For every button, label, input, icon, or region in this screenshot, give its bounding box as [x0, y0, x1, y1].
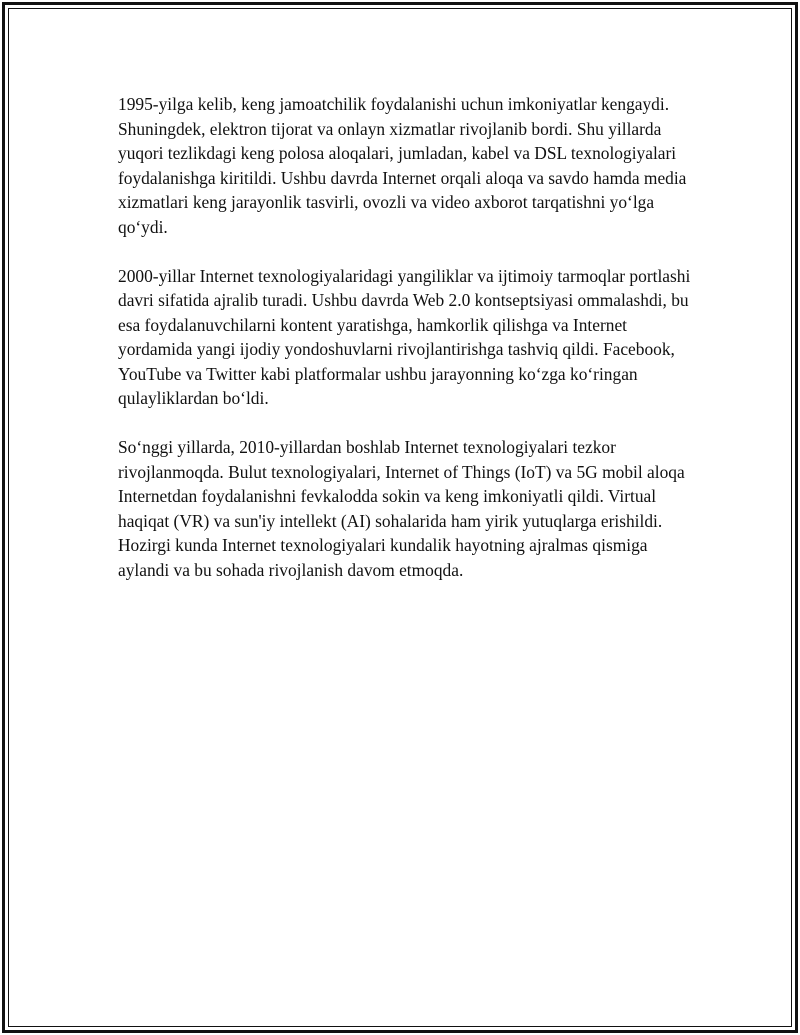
- document-body: [118, 92, 698, 582]
- paragraph-2000s: 2000-yillar Internet texnologiyalaridagi yangiliklar va ijtimoiy tarmoqlar portlashi davri sifatida ajralib turadi. Ushbu davrda Web 2.0 kontseptsiyasi ommalashdi, bu esa foydalanuvchilarni kontent yaratishga, hamkorlik qilishga va Internet yordamida yangi ijodiy yondoshuvlarni rivojlantirishga tashviq qildi. Facebook, YouTube va Twitter kabi platformalar ushbu jarayonning ko‘zga ko‘ringan qulayliklardan bo‘ldi.: [118, 265, 691, 408]
- paragraph-2010s: So‘nggi yillarda, 2010-yillardan boshlab Internet texnologiyalari tezkor rivojlanmoqda. Bulut texnologiyalari, Internet of Things (IoT) va 5G mobil aloqa Internetdan foydalanishni fevkalodda sokin va keng imkoniyatli qildi. Virtual haqiqat (VR) va sun'iy intellekt (AI) sohalarida ham yirik yutuqlarga erishildi. Hozirgi kunda Internet texnologiyalari kundalik hayotning ajralmas qismiga aylandi va bu sohada rivojlanish davom etmoqda.: [118, 437, 685, 580]
- paragraph-1995: 1995-yilga kelib, keng jamoatchilik foydalanishi uchun imkoniyatlar kengaydi. Shuningdek, elektron tijorat va onlayn xizmatlar rivojlanib bordi. Shu yillarda yuqori tezlikdagi keng polosa aloqalari, jumladan, kabel va DSL texnologiyalari foydalanishga kiritildi. Ushbu davrda Internet orqali aloqa va savdo hamda media xizmatlari keng jarayonlik tasvirli, ovozli va video axborot tarqatishni yo‘lga qo‘ydi.: [118, 94, 687, 237]
